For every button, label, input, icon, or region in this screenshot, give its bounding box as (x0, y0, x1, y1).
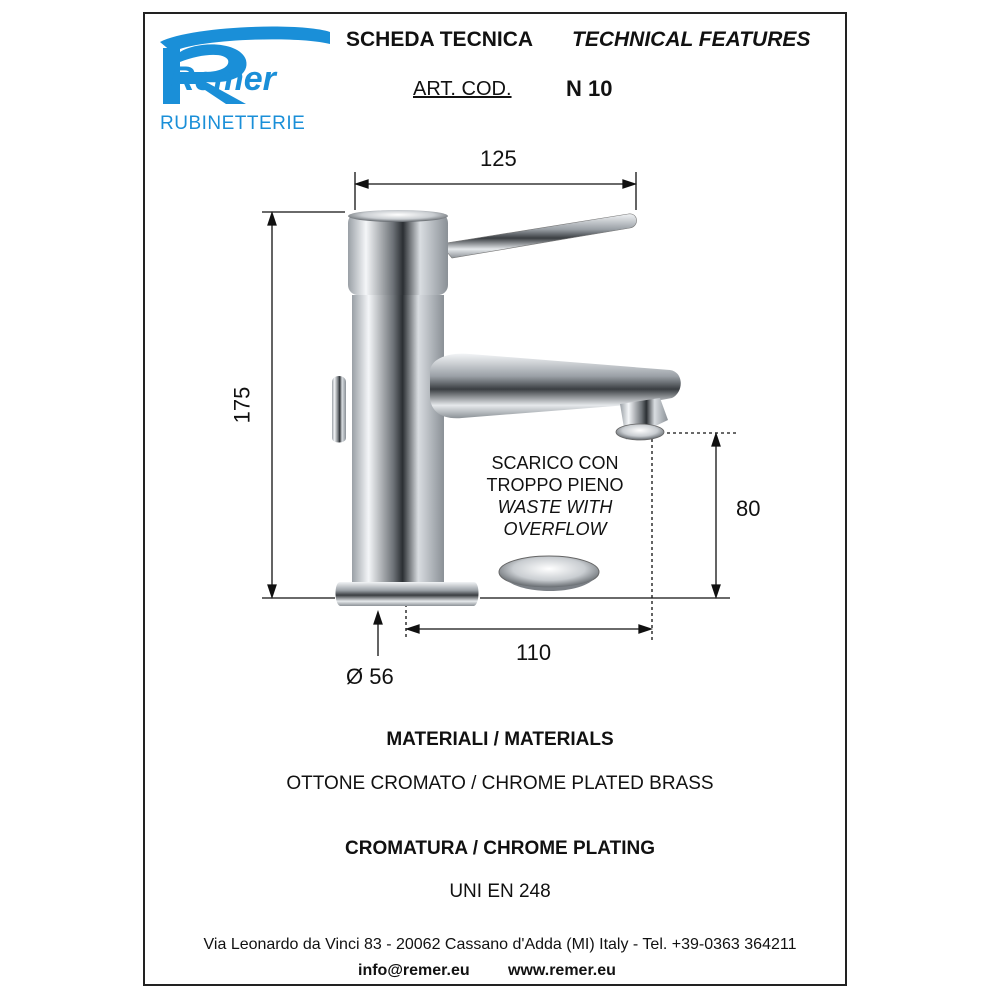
footer-website[interactable]: www.remer.eu (508, 962, 616, 979)
dim-spout-height: 80 (736, 496, 761, 521)
waste-line-3: WASTE WITH (497, 497, 613, 517)
logo-brand: Remer (170, 60, 276, 98)
art-code-value: N 10 (566, 76, 613, 101)
art-code-label: ART. COD. (413, 78, 512, 100)
materials-value: OTTONE CROMATO / CHROME PLATED BRASS (286, 773, 714, 794)
dim-base-diameter: Ø 56 (346, 664, 394, 689)
waste-line-4: OVERFLOW (503, 519, 607, 539)
header-title-it: SCHEDA TECNICA (346, 28, 534, 51)
dim-width: 125 (480, 146, 517, 171)
faucet-illustration (332, 210, 681, 606)
header-title-en: TECHNICAL FEATURES (572, 28, 811, 51)
plating-title: CROMATURA / CHROME PLATING (345, 838, 655, 859)
logo-subtitle: RUBINETTERIE (160, 113, 306, 134)
waste-label (470, 452, 640, 540)
materials-title: MATERIALI / MATERIALS (386, 729, 614, 750)
footer-address: Via Leonardo da Vinci 83 - 20062 Cassano d'Adda (MI) Italy - Tel. +39-0363 364211 (203, 936, 797, 953)
footer-email[interactable]: info@remer.eu (358, 962, 470, 979)
dim-spout-reach: 110 (516, 640, 552, 665)
waste-line-2: TROPPO PIENO (486, 475, 624, 495)
plating-value: UNI EN 248 (449, 881, 551, 902)
dim-height: 175 (229, 386, 255, 424)
waste-line-1: SCARICO CON (491, 453, 619, 473)
